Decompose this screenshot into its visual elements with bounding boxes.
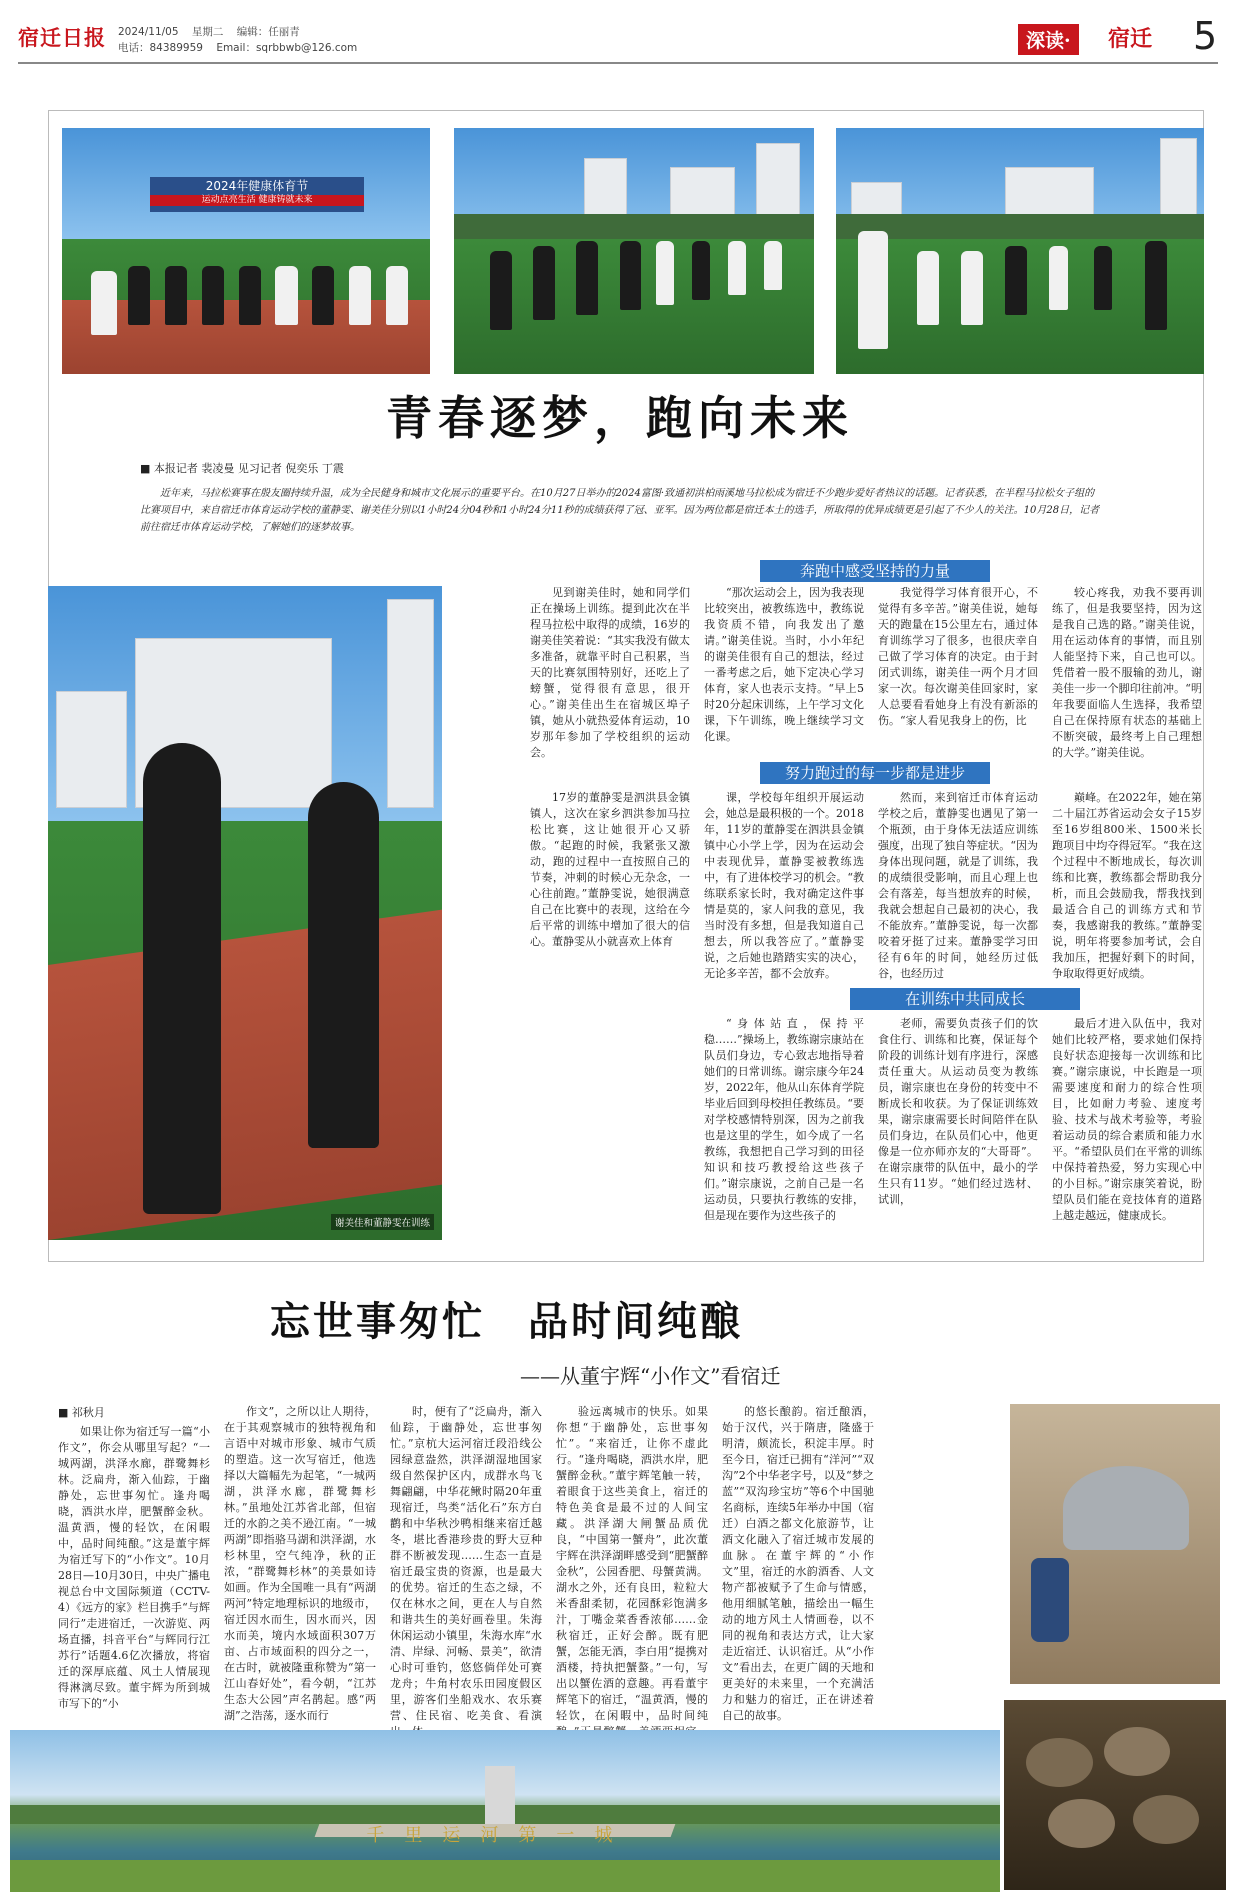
photo-caption: 谢美佳和董静雯在训练 [331,1214,434,1230]
weekday: 星期二 [191,26,224,38]
banner-title: 2024年健康体育节 [205,179,309,194]
article2-col-3: 时，便有了“泛扁舟，渐入仙踪，于幽静处，忘世事匆忙。”京杭大运河宿迁段沿线公园绿意盎然，洪泽湖湿地国家级自然保护区内，成群水鸟飞舞翩翩，中华花鳅时隔20年重现宿迁，鸟类“活化石”东方白鹳和中华秋沙鸭相继来宿迁越冬，堪比香港珍贵的野大豆种群不断被发现……生态一直是宿迁最宝贵的资源，也是最大的优势。宿迁的生态之绿，不仅在林水之间，更在人与自然和谐共生的美好画卷里。朱海休闲运动小镇里，朱海水库“水清、岸绿、河畅、景美”，欲清心时可垂钓，悠悠倘佯处可赛龙舟；牛角村农乐田园度假区里，游客们坐船戏水、农乐赛营、住民宿、吃美食、看演 [390,1405,542,1722]
article2-col-2: 作文”，之所以让人期待，在于其观察城市的独特视角和言语中对城市形象、城市气质的塑造。这一次写宿迁，他选择以大篇幅先为起笔，“一城两湖，洪泽水廊，群鹭舞杉林。”虽地处江苏省北部，但宿迁的水韵之美不逊江南。“一城两湖”即指骆马湖和洪泽湖，水杉林里，空气纯净，秋的正浓，“群鹭舞杉林”的美景如诗如画。作为全国唯一具有“两湖两河”特定地理标识的地级市，宿迁因水而生，因水而兴，因水而美，境内水域面积307万亩、占市域面积的四分之一，在古时，就被隆重称赞为“第一江山春好处”，看今朝，“江苏生态大公园”声名鹊起。感“两湖”之浩荡，逐水而行 [224,1405,376,1722]
masthead-rule [18,62,1218,64]
editor: 编辑：任丽青 [236,26,300,38]
article1-col-11: 最后才进入队伍中，我对她们比较严格，要求她们保持良好状态迎接每一次训练和比赛。”谢宗康说，中长跑是一项需要速度和耐力的综合性项目，比如耐力考验、速度考验、技术与战术考验等，考验着运动员的综合素质和能力水平。“希望队员们在平常的训练中保持着热爱，努力实现心中的小目标。”谢宗康笑着说，盼望队员们能在竞技体育的道路上越走越远，健康成长。 [1052,1017,1202,1222]
article1-col-7: 然而，来到宿迁市体育运动学校之后，董静雯也遇见了第一个瓶颈，由于身体无法适应训练强度，出现了独自等症状。“因为身体出现问题，就是了训练，我的成绩很受影响，而且心理上也会有落差，每当想放弃的时候，我就会想起自己最初的决心，我不能放弃。”董静雯说，每一次都咬着牙挺了过来。董静雯学习田径有6年的时间，她经历过低谷，也经历过 [878,791,1038,980]
photo-team-group [62,128,430,374]
phone: 电话：84389959 [118,42,203,54]
article1-col-1: 见到谢美佳时，她和同学们正在操场上训练。提到此次在半程马拉松中取得的成绩，16岁的谢美佳笑着说：“其实我没有做太多准备，就靠平时自己积累，当天的比赛氛围特别好，还吃上了螃蟹，觉得很有意思，很开心。”谢美佳出生在宿城区埠子镇，她从小就热爱体育运动，10岁那年参加了学校组织的运动会。 [530,586,690,759]
headline-article1: 青春逐梦，跑向未来 [386,391,854,445]
landmark-text: 千里运河第一城 [366,1824,633,1846]
photo-liquor-steamer [1010,1404,1220,1684]
photo-group-run [454,128,814,374]
article2-col-5: 的悠长酿韵。宿迁酿酒，始于汉代，兴于隋唐，隆盛于明清，颇流长，积淀丰厚。时至今日，宿迁已拥有“洋河”“双沟”2个中华老字号，以及“梦之蓝”“双沟珍宝坊”等6个中国驰名商标，连续5年举办中国（宿迁）白酒之都文化旅游节，让酒文化融入了宿迁城市发展的血脉。在董宇辉的“小作文”里，宿迁的水韵酒香、人文物产都被赋予了生命与情感，他用细腻笔触，描绘出一幅生动的地方风土人情画卷，以不同的视角和表达方式，让大家走近宿迁、认识宿迁。从“小作文”看出去，在更广阔的天地和更美好的未来里，一个充满活力和魅力的宿迁，正在讲述着自己的故事。 [722,1405,874,1722]
photo-canal-landscape [10,1730,1000,1892]
headline-article2: 忘世事匆忙 品时间纯酿 [270,1299,743,1345]
article1-col-2: “那次运动会上，因为我表现比较突出，被教练选中，教练说我资质不错，向我发出了邀请。”谢美佳说。当时，小小年纪的谢美佳很有自己的想法，经过一番考虑之后，她下定决心学习体育，家人也表示支持。“早上5时20分起床训练，上午学习文化课，下午训练，晚上继续学习文化课。 [704,586,864,743]
page-number: 5 [1193,14,1218,58]
masthead-date-line [118,24,300,39]
section-name: 宿迁 [1108,26,1153,52]
byline-article2: ■ 祁秋月 [58,1406,105,1419]
issue-date: 2024/11/05 [118,26,179,38]
photo-crabs [1004,1700,1226,1890]
article1-col-3: 我觉得学习体育很开心，不觉得有多辛苦。”谢美佳说，她每天的跑量在15公里左右，通过体育训练学习了很多，也很庆幸自己做了学习体育的决定。由于封闭式训练，谢美佳一两个月才回家一次。每次谢美佳回家时，家人总要看看她身上有没有新添的伤。“家人看见我身上的伤，比 [878,586,1038,727]
article1-col-5: 17岁的董静雯是泗洪县金镇镇人，这次在家乡泗洪参加马拉松比赛，这让她很开心又骄傲。“起跑的时候，我紧张又激动，跑的过程中一直按照自己的节奏，冲刺的时候心无杂念，一心往前跑。”董静雯说，她很满意自己在比赛中的表现，这给在今后平常的训练中增加了很大的信心。董静雯从小就喜欢上体育 [530,791,690,948]
article2-col-4: 验远离城市的快乐。如果你想“于幽静处，忘世事匆忙”。“来宿迁，让你不虚此行。“逢舟喝晓，酒洪水岸，肥蟹醉金秋。”董宇辉笔触一转，着眼食于这些美食上，宿迁的特色美食是最不过的人间宝藏。洪泽湖大闸蟹品质优良，“中国第一蟹舟”，此次董宇辉在洪泽湖畔感受到“肥蟹醉金秋”，公园香肥、母蟹黄满。湖水之外，还有良田，粒粒大米香甜柔韧，花园酥彩饱满多汁，丁嘴金菜香香浓郁……金秋宿迁，正好会醉。既有肥蟹，怎能无酒，李白用“提携对酒楼，持执把蟹螯。”一句，写出以蟹佐酒的意趣。再看董宇辉笔下的宿迁，“温黄酒，慢的轻饮，在闲暇中，品时间纯 [556,1405,708,1722]
newspaper-logo: 宿迁日报 [18,25,106,50]
email: Email：sqrbbwb@126.com [216,42,358,54]
article1-col-6: 课，学校每年组织开展运动会，她总是最积极的一个。2018年，11岁的董静雯在泗洪县金镇镇中心小学上学，因为在运动会中表现优异，董静雯被教练选中，有了进体校学习的机会。“教练联系家长时，我对确定这件事情是莫的，家人问我的意见，我当时没有多想，但是我知道自己想去，所以我答应了。”董静雯说，之后她也踏踏实实的决心，无论多辛苦，都不会放弃。 [704,791,864,980]
subhead-2: 努力跑过的每一步都是进步 [760,762,990,784]
photo-two-runners [48,586,442,1240]
lead-article1: 近年来，马拉松赛事在殷友圈持续升温，成为全民健身和城市文化展示的重要平台。在10月27日举办的2024富图·致通初洪柏雨溪地马拉松成为宿迁不少跑步爱好者热议的话题。记者获悉，在半程马拉松女子组的比赛项目中，来自宿迁市体育运动学校的董静雯、谢美佳分别以1小时24分04秒和1小时24分11秒的成绩获得了冠、亚军。因为两位都是宿迁本土的选手，所取得的优异成绩更是引起了不少人的关注。10月28日，记者前往宿迁市体育运动学校，了解她们的逐梦故事。 [140,488,1100,533]
masthead-contact-line [118,40,357,55]
photo-banner [150,177,363,211]
article1-col-8: 巅峰。在2022年，她在第二十届江苏省运动会女子15岁至16岁组800米、1500米长跑项目中均夺得冠军。“我在这个过程中不断地成长，每次训练和比赛，教练都会帮助我分析，而且会鼓励我，帮我找到最适合自己的训练方式和节奏，我感谢我的教练。”董静雯说，明年将要参加考试，会自我加压，把握好剩下的时间，争取取得更好成绩。 [1052,791,1202,980]
subheadline-article2: ——从董宇辉“小作文”看宿迁 [520,1364,781,1388]
subhead-3: 在训练中共同成长 [850,988,1080,1010]
byline-article1: ■ 本报记者 裴凌曼 见习记者 倪奕乐 丁震 [140,462,344,475]
article1-col-4: 较心疼我，劝我不要再训练了，但是我要坚持，因为这是我自己选的路。”谢美佳说，用在运动体育的事情，而且别人能坚持下来，自己也可以。凭借着一股不服输的劲儿，谢美佳一步一个脚印往前冲。“明年我要面临人生选择，我希望自己在保持原有状态的基础上不断突破，最终考上自己理想的大学。”谢美佳说。 [1052,586,1202,759]
subhead-1: 奔跑中感受坚持的力量 [760,560,990,582]
article1-col-9: “身体站直，保持平稳……”操场上，教练谢宗康站在队员们身边，专心致志地指导着她们的日常训练。谢宗康今年24岁，2022年，他从山东体育学院毕业后回到母校担任教练员。“要对学校感情特别深，因为之前我也是这里的学生，如今成了一名教练，我想把自己学习到的田径知识和技巧教授给这些孩子们。”谢宗康说，之前自己是一名运动员，只要执行教练的安排，但是现在要作为这些孩子的 [704,1017,864,1222]
section-badge: 深读· [1018,24,1079,55]
banner-subtitle: 运动点亮生活 健康铸就未来 [150,195,363,206]
masthead [18,14,1218,60]
article1-col-10: 老师，需要负责孩子们的饮食住行、训练和比赛，保证每个阶段的训练计划有序进行，深感责任重大。从运动员变为教练员，谢宗康也在身份的转变中不断成长和收获。为了保证训练效果，谢宗康需要长时间陪伴在队员们身边，在队员们心中，他更像是一位亦师亦友的“大哥哥”。在谢宗康带的队伍中，最小的学生只有11岁。“她们经过选材、试训， [878,1017,1038,1206]
photo-coach-training [836,128,1204,374]
article2-col-1: 如果让你为宿迁写一篇“小作文”，你会从哪里写起？“一城两湖，洪泽水廊，群鹭舞杉林。泛扁舟，渐入仙踪，于幽静处，忘世事匆忙。逢舟喝晓，酒洪水岸，肥蟹醉金秋。温黄酒，慢的轻饮，在闲暇中，品时间纯酿。”这是董宇辉为宿迁写下的“小作文”。10月28日—10月30日，中央广播电视总台中文国际频道（CCTV-4）《远方的家》栏目携手“与辉同行”走进宿迁，一次游览、两场直播，抖音平台“与辉同行江苏行”话题4.6亿次播放，将宿迁的深厚底蕴、风土人情展现得淋漓尽致。董宇辉为所到城市写下的“小 [58,1425,210,1710]
